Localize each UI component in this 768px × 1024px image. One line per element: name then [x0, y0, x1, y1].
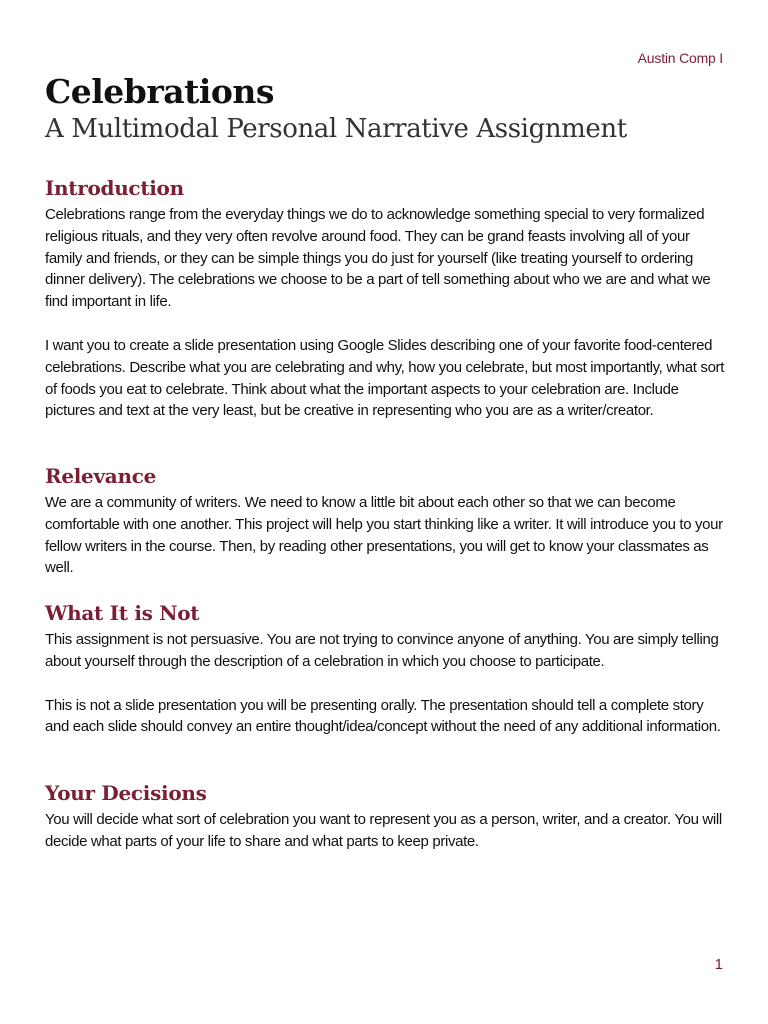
- section-paragraph: This assignment is not persuasive. You are not trying to convince anyone of anything. You are simply telling about yourself through the description of a celebration in which you choose to participate.: [45, 631, 719, 670]
- section-paragraph: This is not a slide presentation you will be presenting orally. The presentation should tell a complete story and each slide should convey an entire thought/idea/concept without the need of any additional information.: [45, 696, 721, 736]
- section-what-it-is-not: [45, 600, 725, 738]
- section-heading: Introduction: [45, 176, 184, 200]
- section-paragraph: I want you to create a slide presentation using Google Slides describing one of your favorite food-centered celebrations. Describe what you are celebrating and why, how you celebrate, but most importantly, what sort of foods you eat to celebrate. Think about what the important aspects to your celebration are. Include pictures and text at the very least, but be creative in representing who you are as a writer/creator.: [45, 336, 725, 420]
- section-paragraph: Celebrations range from the everyday things we do to acknowledge something special to very formalized religious rituals, and they very often revolve around food. They can be grand feasts involving all of your family and friends, or they can be simple things you do just for yourself (like treating yourself to ordering dinner delivery). The celebrations we choose to be a part of tell something about who we are and what we find important in life.: [45, 206, 711, 311]
- document-title: Celebrations: [45, 72, 274, 111]
- section-heading: Relevance: [45, 464, 156, 488]
- document-page: [45, 0, 725, 1024]
- section-heading: What It is Not: [45, 601, 200, 625]
- page-number: 1: [714, 956, 723, 973]
- section-your-decisions: [45, 780, 725, 853]
- section-paragraph: You will decide what sort of celebration you want to represent you as a person, writer, and a creator. You will decide what parts of your life to share and what parts to keep private.: [45, 811, 722, 850]
- section-relevance: [45, 463, 725, 579]
- section-paragraph: We are a community of writers. We need to know a little bit about each other so that we can become comfortable with one another. This project will help you start thinking like a writer. It will introduce you to your fellow writers in the course. Then, by reading other presentations, you will get to know your classmates as well.: [45, 494, 723, 577]
- document-subtitle: A Multimodal Personal Narrative Assignment: [45, 114, 627, 144]
- section-introduction: [45, 175, 725, 422]
- course-header: Austin Comp I: [637, 50, 723, 66]
- section-heading: Your Decisions: [45, 781, 207, 805]
